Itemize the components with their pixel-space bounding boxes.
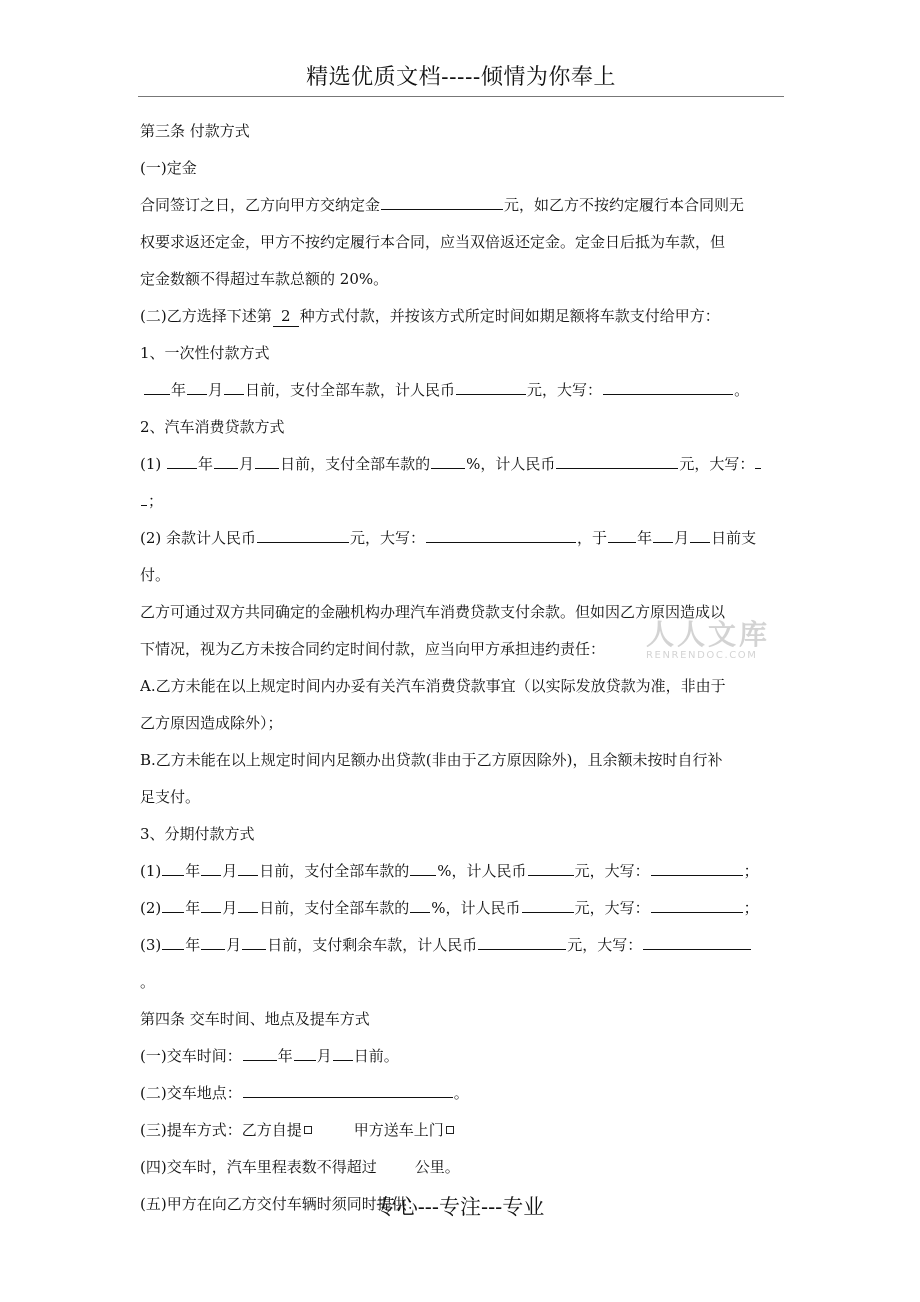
method2-item1-continuation: ； xyxy=(140,483,785,520)
method2-title: 2、汽车消费贷款方式 xyxy=(140,418,285,436)
self-pickup-checkbox[interactable] xyxy=(304,1126,312,1134)
payment-choice-line: (二)乙方选择下述第 2 种方式付款，并按该方式所定时间如期足额将车款支付给甲方： xyxy=(140,307,720,325)
deposit-amount-blank xyxy=(381,190,503,210)
method2-item2-continuation: 付。 xyxy=(140,566,171,584)
delivery-documents: (五)甲方在向乙方交付车辆时须同时提供： xyxy=(140,1195,422,1213)
loan-paragraph-line1: 乙方可通过双方共同确定的金融机构办理汽车消费贷款支付余款。但如因乙方原因造成以 xyxy=(140,603,726,621)
method2-item1: (1) 年 月 日前，支付全部车款的 %，计人民币 元，大写： xyxy=(140,446,785,483)
loan-condition-b-line1: B.乙方未能在以上规定时间内足额办出贷款(非由于乙方原因除外)，且余额未按时自行补 xyxy=(140,751,723,769)
watermark-logo: 人人文库 xyxy=(646,618,771,651)
watermark-url: RENRENDOC.COM xyxy=(646,650,758,661)
method1-line: 年 月 日前，支付全部车款，计人民币 元，大写： 。 xyxy=(140,372,785,409)
method3-item3-continuation: 。 xyxy=(140,973,156,991)
method3-item2: (2) 年 月 日前，支付全部车款的 %，计人民币 元，大写： ； xyxy=(140,890,785,927)
deposit-paragraph-line3: 定金数额不得超过车款总额的 20%。 xyxy=(140,270,389,288)
method1-title: 1、一次性付款方式 xyxy=(140,344,270,362)
method3-item3: (3) 年 月 日前，支付剩余车款，计人民币 元，大写： xyxy=(140,927,785,964)
delivery-place: (二)交车地点： 。 xyxy=(140,1075,785,1112)
method2-item2: (2) 余款计人民币 元，大写： ，于 年 月 日前支 xyxy=(140,520,785,557)
method3-item1: (1) 年 月 日前，支付全部车款的 %，计人民币 元，大写： ； xyxy=(140,853,785,890)
method3-title: 3、分期付款方式 xyxy=(140,825,255,843)
loan-condition-a-line1: A.乙方未能在以上规定时间内办妥有关汽车消费贷款事宜（以实际发放贷款为准，非由于 xyxy=(140,677,726,695)
page-footer xyxy=(0,1192,920,1222)
pickup-method: (三)提车方式：乙方自提 甲方送车上门 xyxy=(140,1112,785,1149)
loan-paragraph-line2: 下情况，视为乙方未按合同约定时间付款，应当向甲方承担违约责任： xyxy=(140,640,606,658)
delivery-time: (一)交车时间： 年 月 日前。 xyxy=(140,1038,785,1075)
mileage-limit: (四)交车时，汽车里程表数不得超过 公里。 xyxy=(140,1158,460,1176)
document-body xyxy=(140,113,785,1223)
seller-delivery-checkbox[interactable] xyxy=(446,1126,454,1134)
choice-number: 2 xyxy=(273,307,299,327)
deposit-heading: (一)定金 xyxy=(140,159,197,177)
deposit-paragraph-line2: 权要求返还定金，甲方不按约定履行本合同，应当双倍返还定金。定金日后抵为车款，但 xyxy=(140,233,726,251)
header-title: 精选优质文档-----倾情为你奉上 xyxy=(306,65,616,90)
footer-text: 专心---专注---专业 xyxy=(375,1195,545,1219)
article4-title: 第四条 交车时间、地点及提车方式 xyxy=(140,1010,370,1028)
loan-condition-a-line2: 乙方原因造成除外）； xyxy=(140,714,283,732)
loan-condition-b-line2: 足支付。 xyxy=(140,788,201,806)
page-header xyxy=(138,60,784,97)
article3-title: 第三条 付款方式 xyxy=(140,122,250,140)
deposit-paragraph-line1: 合同签订之日，乙方向甲方交纳定金 元，如乙方不按约定履行本合同则无 xyxy=(140,187,785,224)
